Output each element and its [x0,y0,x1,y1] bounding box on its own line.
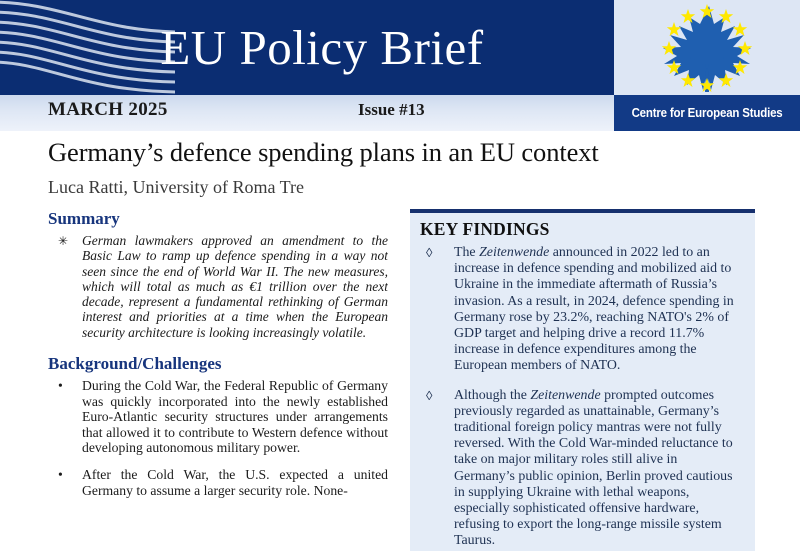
organization-bar [614,95,800,131]
emphasis-term: Zeitenwende [479,245,550,260]
masthead-title [0,0,614,95]
author-byline: Luca Ratti, University of Roma Tre [48,177,304,197]
background-bullet-icon: • [58,467,63,483]
masthead [0,0,800,131]
summary-list [48,233,388,340]
list-item-text: After the Cold War, the U.S. expected a united Germany to assume a larger security role. None- [82,467,388,498]
summary-bullet-icon: ✳ [58,234,69,248]
list-item-text: German lawmakers approved an amendment to the Basic Law to ramp up defence spending in a way not seen since the end of World War II. The new measures, which will total as much as €1 trillion over the next decade, represent a fundamental rethinking of German interest and priorities at a time when the European security architecture is looking increasingly volatile. [82,233,388,340]
list-item [48,233,388,340]
issue-number: Issue #13 [358,100,425,119]
diamond-bullet-icon: ◊ [426,245,433,260]
list-item-text: During the Cold War, the Federal Republic of Germany was quickly incorporated into the newly established Euro-Atlantic security structures under arrangements that allowed it to contribute to Western defence without developing autonomous military power. [82,378,388,456]
emphasis-term: Zeitenwende [530,387,601,403]
maple-leaf-eu-stars-logo-icon [647,2,767,94]
background-heading: Background/Challenges [48,354,222,374]
list-item-text: Although the Zeitenwende prompted outcomes previously regarded as unattainable, Germany’s traditional foreign policy mantras were not fully reversed. With the Cold War-minded reluctance to take on major military roles still alive in Germany’s public opinion, Berlin proved cautious in supplying Ukraine with lethal weapons, especially sophisticated offensive hardware, refusing to export the long-range missile system Taurus. [454,387,733,549]
list-item [420,245,741,375]
diamond-bullet-icon: ◊ [426,387,433,403]
background-bullet-icon: • [58,378,63,394]
masthead-title-text: EU Policy Brief [160,20,484,75]
list-item [48,378,388,456]
organization-name: Centre for European Studies [631,106,783,120]
key-findings-heading: KEY FINDINGS [420,219,550,239]
key-findings-panel [410,209,755,551]
issue-date: MARCH 2025 [48,99,168,120]
summary-heading: Summary [48,209,120,228]
list-item [48,467,388,498]
page-title: Germany’s defence spending plans in an EU context [48,137,599,167]
left-column [48,209,388,551]
logo-panel [614,0,800,95]
list-item-text: The Zeitenwende announced in 2022 led to an increase in defence spending and mobilized aid to Ukraine in the immediate aftermath of Russia’s invasion. As a result, in 2024, defence spending in Germany rose by 23.2%, reaching NATO's 2% of GDP target and helping drive a record 11.7% increase in defence expenditures among the European members of NATO. [454,245,734,374]
key-findings-list [420,245,741,550]
background-list [48,378,388,498]
list-item [420,388,741,550]
